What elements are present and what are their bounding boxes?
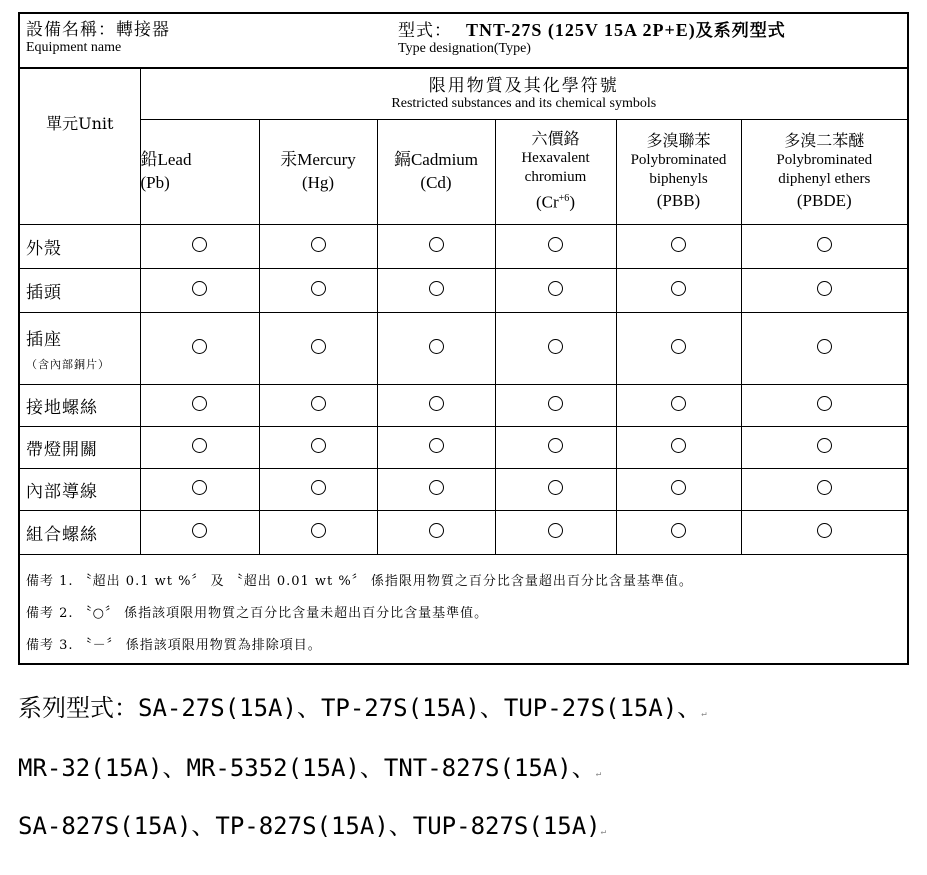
lead-symbol: (Pb) [140, 172, 170, 192]
compliance-cell [741, 468, 907, 510]
table-row [20, 384, 907, 426]
lead-zh: 鉛 [140, 149, 158, 169]
return-mark-icon: ↵ [701, 709, 707, 719]
circle-mark-icon [192, 523, 207, 538]
restricted-zh: 限用物質及其化學符號 [428, 76, 619, 97]
circle-mark-icon [192, 480, 207, 495]
series-line-1-text: 系列型式：SA-27S(15A)、TP-27S(15A)、TUP-27S(15A)、 [18, 694, 702, 722]
part-rows [20, 224, 907, 554]
part-name: 組合螺絲 [26, 524, 98, 545]
circle-mark-icon [817, 281, 832, 296]
part-name-cell [20, 224, 140, 268]
mercury-zh: 汞 [280, 149, 298, 169]
part-name-cell [20, 312, 140, 384]
circle-mark-icon [817, 480, 832, 495]
compliance-cell [495, 426, 616, 468]
compliance-cell [259, 468, 377, 510]
compliance-cell [741, 426, 907, 468]
circle-mark-icon [429, 237, 444, 252]
note-1: 備考 1. 〝超出 0.1 wt %〞 及 〝超出 0.01 wt %〞 係指限用物質之百分比含量超出百分比含量基準值。 [26, 574, 693, 589]
circle-mark-icon [671, 396, 686, 411]
circle-mark-icon [548, 281, 563, 296]
compliance-cell [140, 468, 259, 510]
pbb-symbol: (PBB) [656, 191, 701, 210]
chromium-en1: Hexavalent [521, 150, 590, 167]
compliance-cell [140, 426, 259, 468]
pbb-en2: biphenyls [649, 171, 708, 187]
circle-mark-icon [192, 438, 207, 453]
pbde-en2: diphenyl ethers [778, 171, 871, 187]
circle-mark-icon [817, 339, 832, 354]
compliance-cell [616, 468, 741, 510]
circle-mark-icon [548, 339, 563, 354]
header-row [20, 14, 907, 69]
equipment-name-zh: 設備名稱：轉接器 [26, 20, 170, 40]
circle-mark-icon [192, 237, 207, 252]
compliance-cell [377, 384, 495, 426]
restricted-en: Restricted substances and its chemical symbols [391, 96, 657, 112]
compliance-cell [495, 268, 616, 312]
circle-mark-icon [817, 523, 832, 538]
note-2: 備考 2. 〝○〞 係指該項限用物質之百分比含量未超出百分比含量基準值。 [26, 606, 489, 621]
series-line-3 [18, 806, 606, 841]
compliance-cell [741, 312, 907, 384]
circle-mark-icon [311, 480, 326, 495]
circle-mark-icon [311, 237, 326, 252]
circle-mark-icon [429, 396, 444, 411]
type-suffix: 及系列型式 [695, 21, 786, 41]
series-line-3-text: SA-827S(15A)、TP-827S(15A)、TUP-827S(15A) [18, 812, 601, 840]
circle-mark-icon [311, 396, 326, 411]
series-line-2 [18, 748, 601, 783]
circle-mark-icon [192, 339, 207, 354]
equipment-name-block [26, 20, 170, 55]
compliance-cell [741, 268, 907, 312]
chromium-zh: 六價鉻 [531, 129, 580, 149]
compliance-cell [377, 426, 495, 468]
table-row [20, 426, 907, 468]
substance-pbb [616, 119, 741, 224]
type-designation-zh [398, 20, 786, 41]
part-name: 插座 [26, 329, 62, 350]
circle-mark-icon [192, 281, 207, 296]
circle-mark-icon [429, 281, 444, 296]
lead-en: Lead [157, 149, 192, 169]
circle-mark-icon [548, 396, 563, 411]
part-name: 外殼 [26, 238, 62, 259]
compliance-cell [140, 384, 259, 426]
circle-mark-icon [429, 523, 444, 538]
compliance-cell [495, 312, 616, 384]
part-note: （含內部銅片） [26, 357, 110, 371]
type-designation-en: Type designation(Type) [398, 41, 531, 56]
equipment-name-en: Equipment name [26, 40, 122, 55]
part-name-cell [20, 468, 140, 510]
circle-mark-icon [671, 281, 686, 296]
compliance-cell [741, 224, 907, 268]
compliance-cell [741, 384, 907, 426]
compliance-cell [616, 510, 741, 554]
compliance-cell [495, 510, 616, 554]
compliance-cell [616, 224, 741, 268]
compliance-cell [140, 268, 259, 312]
compliance-cell [140, 312, 259, 384]
circle-mark-icon [311, 523, 326, 538]
compliance-cell [259, 384, 377, 426]
compliance-cell [741, 510, 907, 554]
circle-mark-icon [548, 480, 563, 495]
series-line-1 [18, 688, 707, 723]
compliance-cell [377, 268, 495, 312]
compliance-cell [377, 312, 495, 384]
cadmium-symbol: (Cd) [420, 172, 452, 192]
chromium-symbol: $(Cr^{+6})$ [536, 192, 575, 212]
pbde-zh: 多溴二苯醚 [784, 131, 865, 150]
compliance-cell [495, 224, 616, 268]
substance-mercury [259, 119, 377, 224]
part-name: 帶燈開關 [26, 439, 98, 460]
type-designation-block [398, 20, 786, 56]
compliance-cell [259, 312, 377, 384]
circle-mark-icon [817, 396, 832, 411]
chromium-en2: chromium [524, 169, 587, 186]
note-3: 備考 3. 〝－〞 係指該項限用物質為排除項目。 [26, 638, 322, 653]
substance-cadmium [377, 119, 495, 224]
substance-hexavalent-chromium [495, 119, 616, 224]
compliance-cell [616, 426, 741, 468]
compliance-cell [377, 224, 495, 268]
table-row [20, 510, 907, 554]
part-name: 插頭 [26, 282, 62, 303]
compliance-cell [377, 468, 495, 510]
circle-mark-icon [311, 281, 326, 296]
substance-pbde [741, 119, 907, 224]
circle-mark-icon [311, 339, 326, 354]
return-mark-icon: ↵ [595, 769, 602, 779]
compliance-cell [377, 510, 495, 554]
part-name-cell [20, 384, 140, 426]
pbde-en1: Polybrominated [776, 152, 873, 168]
table-row [20, 268, 907, 312]
circle-mark-icon [671, 480, 686, 495]
compliance-cell [259, 268, 377, 312]
pbb-en1: Polybrominated [630, 152, 727, 168]
part-name-cell [20, 426, 140, 468]
return-mark-icon: ↵ [600, 827, 607, 837]
mercury-symbol: (Hg) [301, 172, 335, 192]
unit-label: 單元Unit [46, 113, 114, 133]
circle-mark-icon [817, 237, 832, 252]
declaration-sheet [18, 12, 909, 665]
part-name: 內部導線 [26, 481, 98, 502]
series-line-2-text: MR-32(15A)、MR-5352(15A)、TNT-827S(15A)、 [18, 754, 596, 782]
circle-mark-icon [429, 438, 444, 453]
part-name: 接地螺絲 [26, 397, 98, 418]
restricted-substances-table [20, 69, 907, 555]
circle-mark-icon [671, 339, 686, 354]
compliance-cell [616, 268, 741, 312]
circle-mark-icon [429, 480, 444, 495]
circle-mark-icon [311, 438, 326, 453]
circle-mark-icon [671, 237, 686, 252]
circle-mark-icon [548, 237, 563, 252]
table-row [20, 468, 907, 510]
pbb-zh: 多溴聯苯 [646, 131, 711, 150]
substance-lead [140, 119, 259, 224]
type-model: TNT-27S (125V 15A 2P+E) [466, 20, 696, 40]
type-label: 型式： [398, 21, 452, 41]
circle-mark-icon [548, 523, 563, 538]
circle-mark-icon [817, 438, 832, 453]
mercury-en: Mercury [297, 149, 356, 169]
table-row [20, 224, 907, 268]
compliance-cell [140, 510, 259, 554]
part-name-cell [20, 510, 140, 554]
unit-header [20, 69, 140, 224]
restricted-substances-header [140, 69, 907, 119]
circle-mark-icon [429, 339, 444, 354]
part-name-cell [20, 268, 140, 312]
compliance-cell [616, 312, 741, 384]
pbde-symbol: (PBDE) [796, 191, 852, 210]
compliance-cell [140, 224, 259, 268]
compliance-cell [495, 384, 616, 426]
circle-mark-icon [192, 396, 207, 411]
table-row [20, 312, 907, 384]
circle-mark-icon [671, 438, 686, 453]
circle-mark-icon [548, 438, 563, 453]
compliance-cell [259, 224, 377, 268]
compliance-cell [259, 426, 377, 468]
compliance-cell [495, 468, 616, 510]
compliance-cell [616, 384, 741, 426]
cadmium-en: Cadmium [410, 149, 479, 169]
cadmium-zh: 鎘 [393, 149, 411, 169]
circle-mark-icon [671, 523, 686, 538]
compliance-cell [259, 510, 377, 554]
